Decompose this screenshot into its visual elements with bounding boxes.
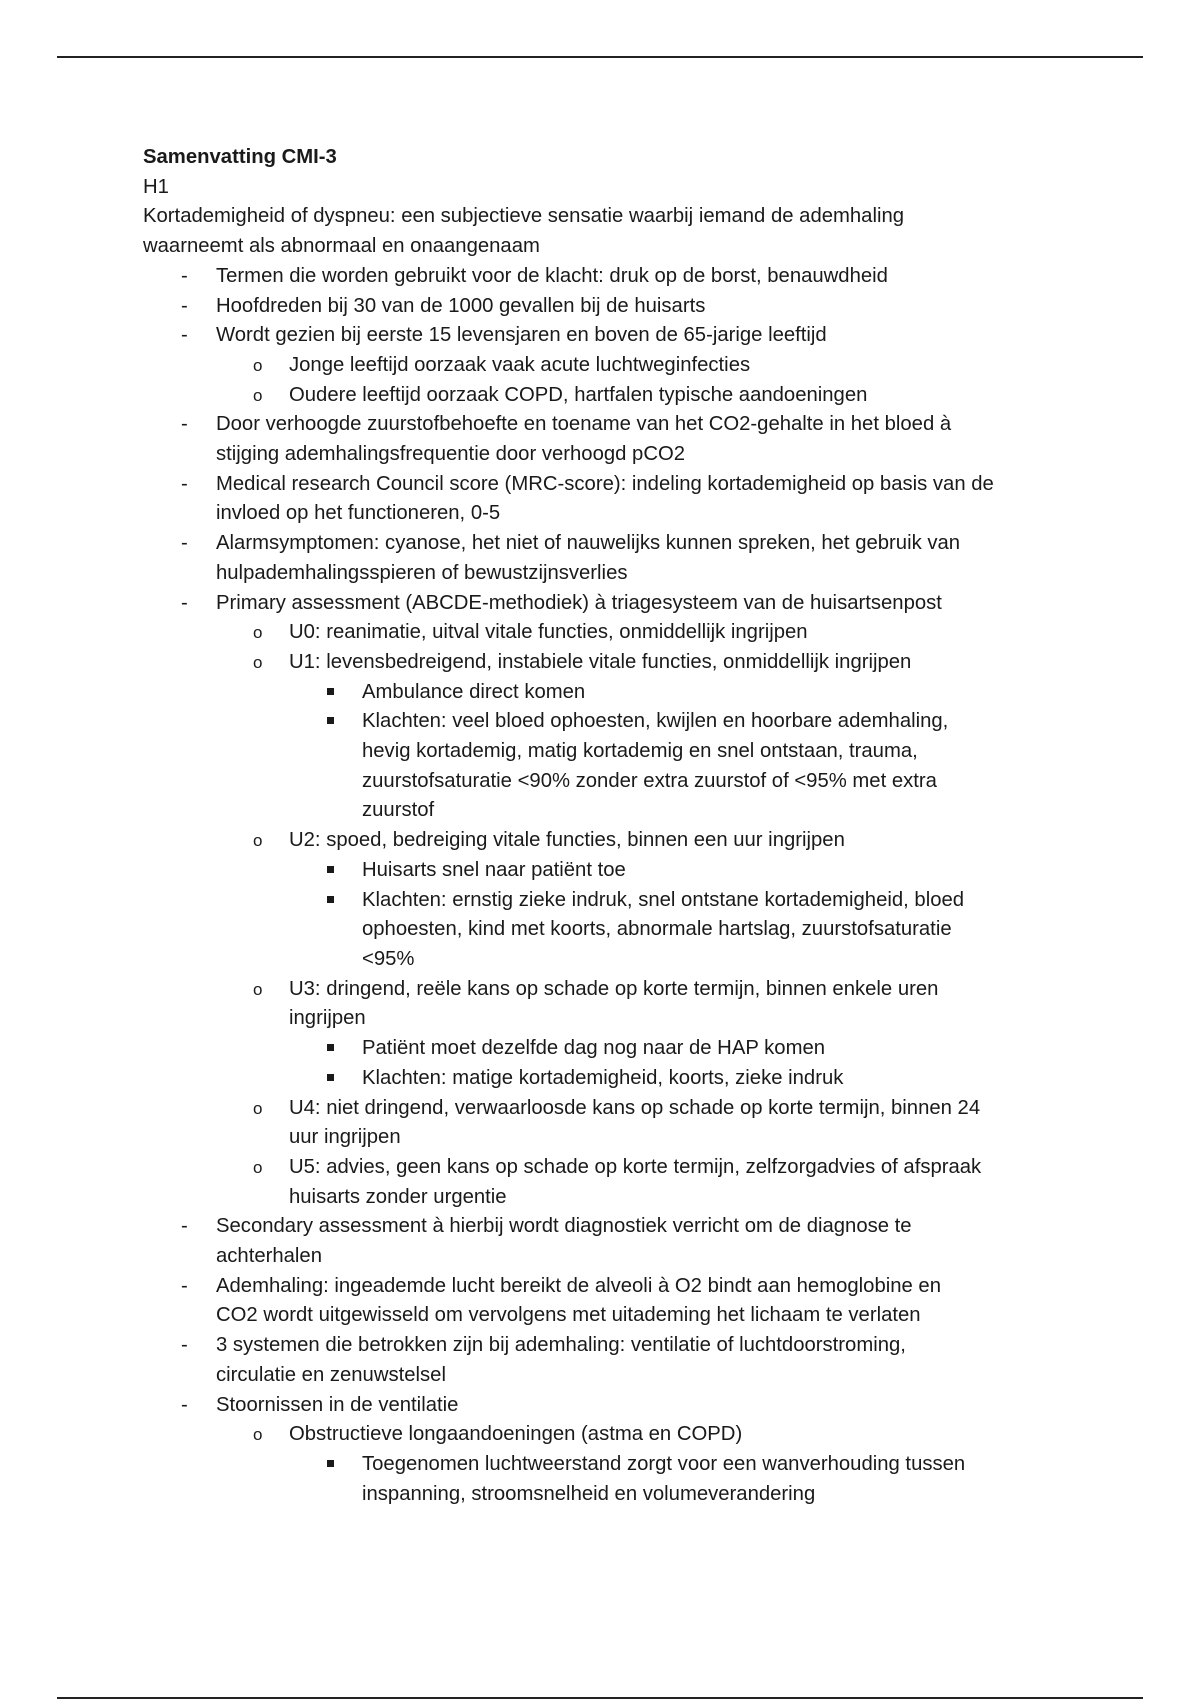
list-item bbox=[143, 351, 1068, 381]
list-item bbox=[143, 1212, 1068, 1271]
list-item-text: CO2 wordt uitgewisseld om vervolgens met uitademing het lichaam te verlaten bbox=[216, 1304, 921, 1327]
list-item bbox=[143, 381, 1068, 411]
list-item-text: Hoofdreden bij 30 van de 1000 gevallen bij de huisarts bbox=[216, 294, 706, 317]
list-item-text: Oudere leeftijd oorzaak COPD, hartfalen typische aandoeningen bbox=[289, 383, 868, 406]
list-item-text: Ambulance direct komen bbox=[362, 680, 586, 703]
list-item-text: Klachten: ernstig zieke indruk, snel ontstane kortademigheid, bloed bbox=[362, 888, 965, 911]
list-item bbox=[143, 707, 1068, 826]
list-item-text: circulatie en zenuwstelsel bbox=[216, 1363, 446, 1386]
list-item-text: Toegenomen luchtweerstand zorgt voor een wanverhouding tussen bbox=[362, 1452, 966, 1475]
dash-bullet: - bbox=[181, 264, 188, 287]
list-item bbox=[143, 826, 1068, 856]
list-item-text: U0: reanimatie, uitval vitale functies, onmiddellijk ingrijpen bbox=[289, 621, 808, 644]
list-item bbox=[143, 1272, 1068, 1331]
list-item bbox=[143, 1094, 1068, 1153]
dash-bullet: - bbox=[181, 413, 188, 436]
circle-bullet: o bbox=[253, 385, 263, 405]
list-item bbox=[143, 292, 1068, 322]
list-item-text: achterhalen bbox=[216, 1245, 322, 1268]
document-title: Samenvatting CMI-3 bbox=[143, 146, 337, 168]
footer-rule bbox=[57, 1697, 1143, 1699]
list-item bbox=[143, 886, 1068, 975]
list-item-text: Medical research Council score (MRC-score): indeling kortademigheid op basis van de bbox=[216, 472, 994, 495]
circle-bullet: o bbox=[253, 1157, 263, 1177]
list-item-text: ingrijpen bbox=[289, 1007, 366, 1030]
list-item bbox=[143, 589, 1068, 619]
dash-bullet: - bbox=[181, 591, 188, 614]
list-item-text: <95% bbox=[362, 947, 415, 970]
circle-bullet: o bbox=[253, 1098, 263, 1118]
list-item-text: Alarmsymptomen: cyanose, het niet of nauwelijks kunnen spreken, het gebruik van bbox=[216, 532, 961, 555]
list-item bbox=[143, 975, 1068, 1034]
list-item-text: Wordt gezien bij eerste 15 levensjaren en boven de 65-jarige leeftijd bbox=[216, 324, 827, 347]
list-item-text: uur ingrijpen bbox=[289, 1126, 401, 1149]
circle-bullet: o bbox=[253, 355, 263, 375]
list-item-text: invloed op het functioneren, 0-5 bbox=[216, 502, 501, 525]
intro-line: waarneemt als abnormaal en onaangenaam bbox=[143, 235, 540, 258]
chapter-heading: H1 bbox=[143, 175, 169, 198]
circle-bullet: o bbox=[253, 623, 263, 643]
document-body bbox=[143, 143, 1068, 1509]
list-item-text: Ademhaling: ingeademde lucht bereikt de alveoli à O2 bindt aan hemoglobine en bbox=[216, 1274, 941, 1297]
header-rule bbox=[57, 56, 1143, 58]
dash-bullet: - bbox=[181, 472, 188, 495]
dash-bullet: - bbox=[181, 324, 188, 347]
list-item-text: stijging ademhalingsfrequentie door verhoogd pCO2 bbox=[216, 443, 686, 466]
list-item-text: Klachten: veel bloed ophoesten, kwijlen en hoorbare ademhaling, bbox=[362, 710, 949, 733]
list-item-text: Jonge leeftijd oorzaak vaak acute luchtweginfecties bbox=[289, 353, 751, 376]
list-item-text: huisarts zonder urgentie bbox=[289, 1185, 507, 1208]
list-item bbox=[143, 856, 1068, 886]
list-item-text: Obstructieve longaandoeningen (astma en COPD) bbox=[289, 1423, 743, 1446]
list-item bbox=[143, 1153, 1068, 1212]
square-bullet-icon bbox=[327, 886, 334, 916]
list-item bbox=[143, 470, 1068, 529]
list-item bbox=[143, 262, 1068, 292]
list-item bbox=[143, 648, 1068, 678]
dash-bullet: - bbox=[181, 1334, 188, 1357]
list-item bbox=[143, 618, 1068, 648]
circle-bullet: o bbox=[253, 831, 263, 851]
list-item bbox=[143, 321, 1068, 351]
list-item bbox=[143, 1064, 1068, 1094]
intro-paragraph bbox=[143, 202, 1068, 261]
list-item-text: U5: advies, geen kans op schade op korte termijn, zelfzorgadvies of afspraak bbox=[289, 1155, 982, 1178]
circle-bullet: o bbox=[253, 1425, 263, 1445]
square-bullet-icon bbox=[327, 707, 334, 737]
intro-line: Kortademigheid of dyspneu: een subjectieve sensatie waarbij iemand de ademhaling bbox=[143, 205, 905, 228]
list-item-text: Secondary assessment à hierbij wordt diagnostiek verricht om de diagnose te bbox=[216, 1215, 912, 1238]
square-bullet-icon bbox=[327, 1064, 334, 1094]
list-item-text: Termen die worden gebruikt voor de klacht: druk op de borst, benauwdheid bbox=[216, 264, 888, 287]
list-item-text: Stoornissen in de ventilatie bbox=[216, 1393, 459, 1416]
list-item-text: 3 systemen die betrokken zijn bij ademhaling: ventilatie of luchtdoorstroming, bbox=[216, 1334, 906, 1357]
list-item-text: U4: niet dringend, verwaarloosde kans op schade op korte termijn, binnen 24 bbox=[289, 1096, 981, 1119]
list-item bbox=[143, 1450, 1068, 1509]
list-item-text: Door verhoogde zuurstofbehoefte en toename van het CO2-gehalte in het bloed à bbox=[216, 413, 952, 436]
list-item bbox=[143, 529, 1068, 588]
list-item-text: U1: levensbedreigend, instabiele vitale functies, onmiddellijk ingrijpen bbox=[289, 650, 912, 673]
list-item-text: Primary assessment (ABCDE-methodiek) à triagesysteem van de huisartsenpost bbox=[216, 591, 942, 614]
dash-bullet: - bbox=[181, 532, 188, 555]
list-item bbox=[143, 410, 1068, 469]
dash-bullet: - bbox=[181, 1393, 188, 1416]
list-item bbox=[143, 678, 1068, 708]
list-item-text: Patiënt moet dezelfde dag nog naar de HAP komen bbox=[362, 1037, 826, 1060]
list-item-text: zuurstofsaturatie <90% zonder extra zuurstof of <95% met extra bbox=[362, 769, 937, 792]
circle-bullet: o bbox=[253, 652, 263, 672]
list-item bbox=[143, 1391, 1068, 1421]
square-bullet-icon bbox=[327, 1450, 334, 1480]
list-item-text: Klachten: matige kortademigheid, koorts, zieke indruk bbox=[362, 1066, 844, 1089]
dash-bullet: - bbox=[181, 294, 188, 317]
list-item-text: U2: spoed, bedreiging vitale functies, binnen een uur ingrijpen bbox=[289, 829, 845, 852]
dash-bullet: - bbox=[181, 1274, 188, 1297]
square-bullet-icon bbox=[327, 1034, 334, 1064]
circle-bullet: o bbox=[253, 979, 263, 999]
list-item-text: hevig kortademig, matig kortademig en snel ontstaan, trauma, bbox=[362, 740, 918, 763]
list-item bbox=[143, 1034, 1068, 1064]
list-item-text: zuurstof bbox=[362, 799, 435, 822]
list-item-text: inspanning, stroomsnelheid en volumeverandering bbox=[362, 1482, 816, 1505]
square-bullet-icon bbox=[327, 856, 334, 886]
list-item-text: ophoesten, kind met koorts, abnormale hartslag, zuurstofsaturatie bbox=[362, 918, 952, 941]
dash-bullet: - bbox=[181, 1215, 188, 1238]
list-item bbox=[143, 1420, 1068, 1450]
list-item-text: Huisarts snel naar patiënt toe bbox=[362, 858, 626, 881]
list-item-text: U3: dringend, reële kans op schade op korte termijn, binnen enkele uren bbox=[289, 977, 939, 1000]
square-bullet-icon bbox=[327, 678, 334, 708]
list-item-text: hulpademhalingsspieren of bewustzijnsverlies bbox=[216, 561, 628, 584]
list-item bbox=[143, 1331, 1068, 1390]
